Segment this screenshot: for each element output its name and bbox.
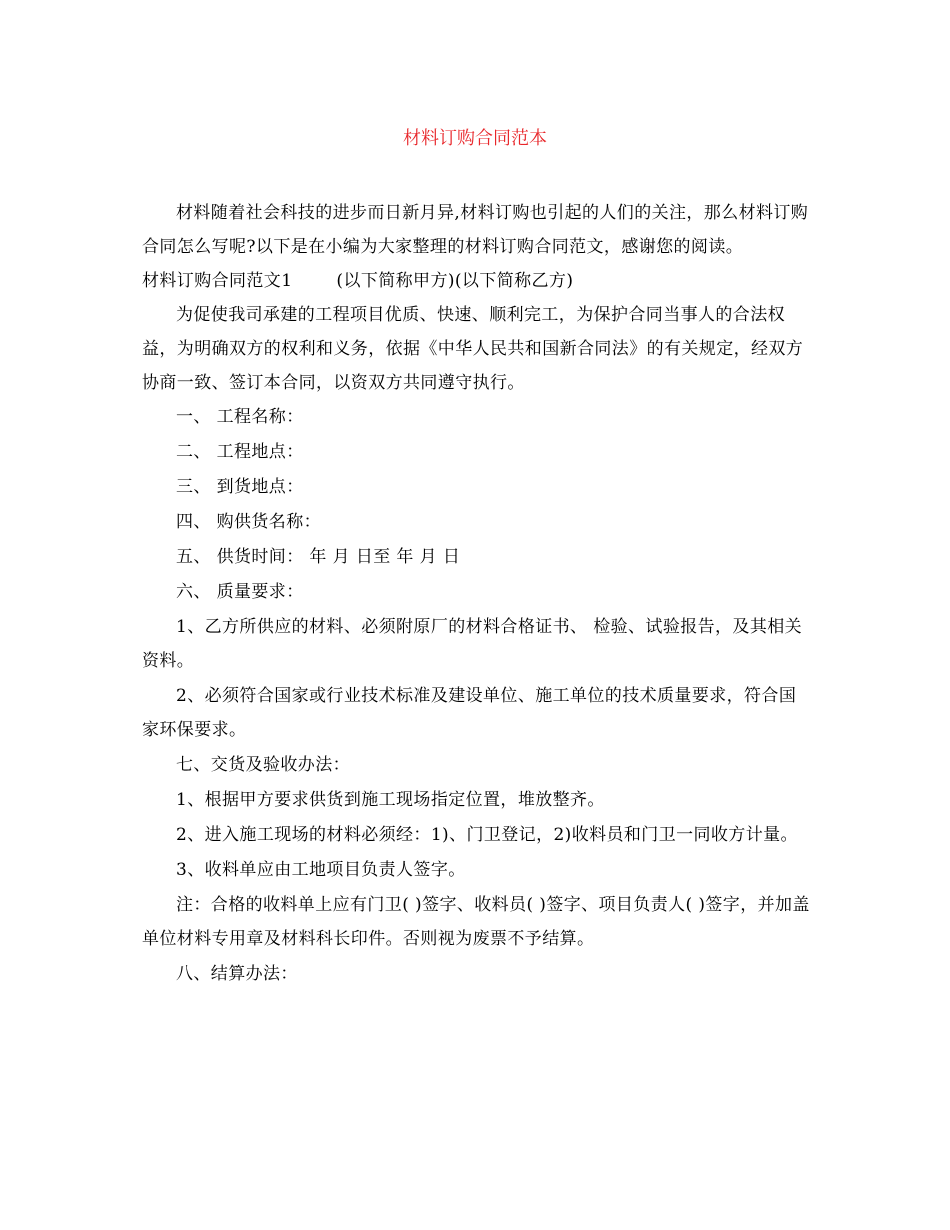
note-paragraph: 注：合格的收料单上应有门卫( )签字、收料员( )签字、项目负责人( )签字，并加盖单位材料专用章及材料科长印件。否则视为废票不予结算。 — [142, 895, 810, 949]
contract-heading — [142, 264, 810, 298]
document-body — [142, 196, 810, 992]
item-quality: 六、 质量要求： — [176, 582, 304, 602]
contract-heading-parties: (以下简称甲方)(以下简称乙方) — [336, 271, 574, 291]
item-delivery-acceptance: 七、交货及验收办法： — [176, 755, 350, 775]
purpose-paragraph: 为促使我司承建的工程项目优质、快速、顺利完工，为保护合同当事人的合法权益，为明确双方的权利和义务，依据《中华人民共和国新合同法》的有关规定，经双方协商一致、签订本合同，以资双方共同遵守执行。 — [142, 305, 804, 393]
delivery-clause-1: 1、根据甲方要求供货到施工现场指定位置，堆放整齐。 — [176, 790, 605, 810]
document-title: 材料订购合同范本 — [403, 128, 547, 149]
item-project-name: 一、 工程名称： — [176, 407, 304, 427]
quality-clause-1: 1、乙方所供应的材料、必须附原厂的材料合格证书、 检验、试验报告，及其相关资料。 — [142, 617, 803, 671]
delivery-clause-2: 2、进入施工现场的材料必须经：1)、门卫登记，2)收料员和门卫一同收方计量。 — [176, 825, 798, 845]
intro-paragraph: 材料随着社会科技的进步而日新月异,材料订购也引起的人们的关注，那么材料订购合同怎么写呢?以下是在小编为大家整理的材料订购合同范文，感谢您的阅读。 — [142, 203, 809, 257]
contract-heading-left: 材料订购合同范文1 — [142, 271, 293, 291]
item-project-location: 二、 工程地点： — [176, 442, 304, 462]
item-settlement: 八、结算办法： — [176, 964, 298, 984]
item-delivery-location: 三、 到货地点： — [176, 477, 304, 497]
delivery-clause-3: 3、收料单应由工地项目负责人签字。 — [176, 860, 466, 880]
item-supply-time: 五、 供货时间： 年 月 日至 年 月 日 — [176, 547, 461, 567]
quality-clause-2: 2、必须符合国家或行业技术标准及建设单位、施工单位的技术质量要求，符合国家环保要求。 — [142, 686, 797, 740]
item-goods-name: 四、 购供货名称： — [176, 512, 322, 532]
